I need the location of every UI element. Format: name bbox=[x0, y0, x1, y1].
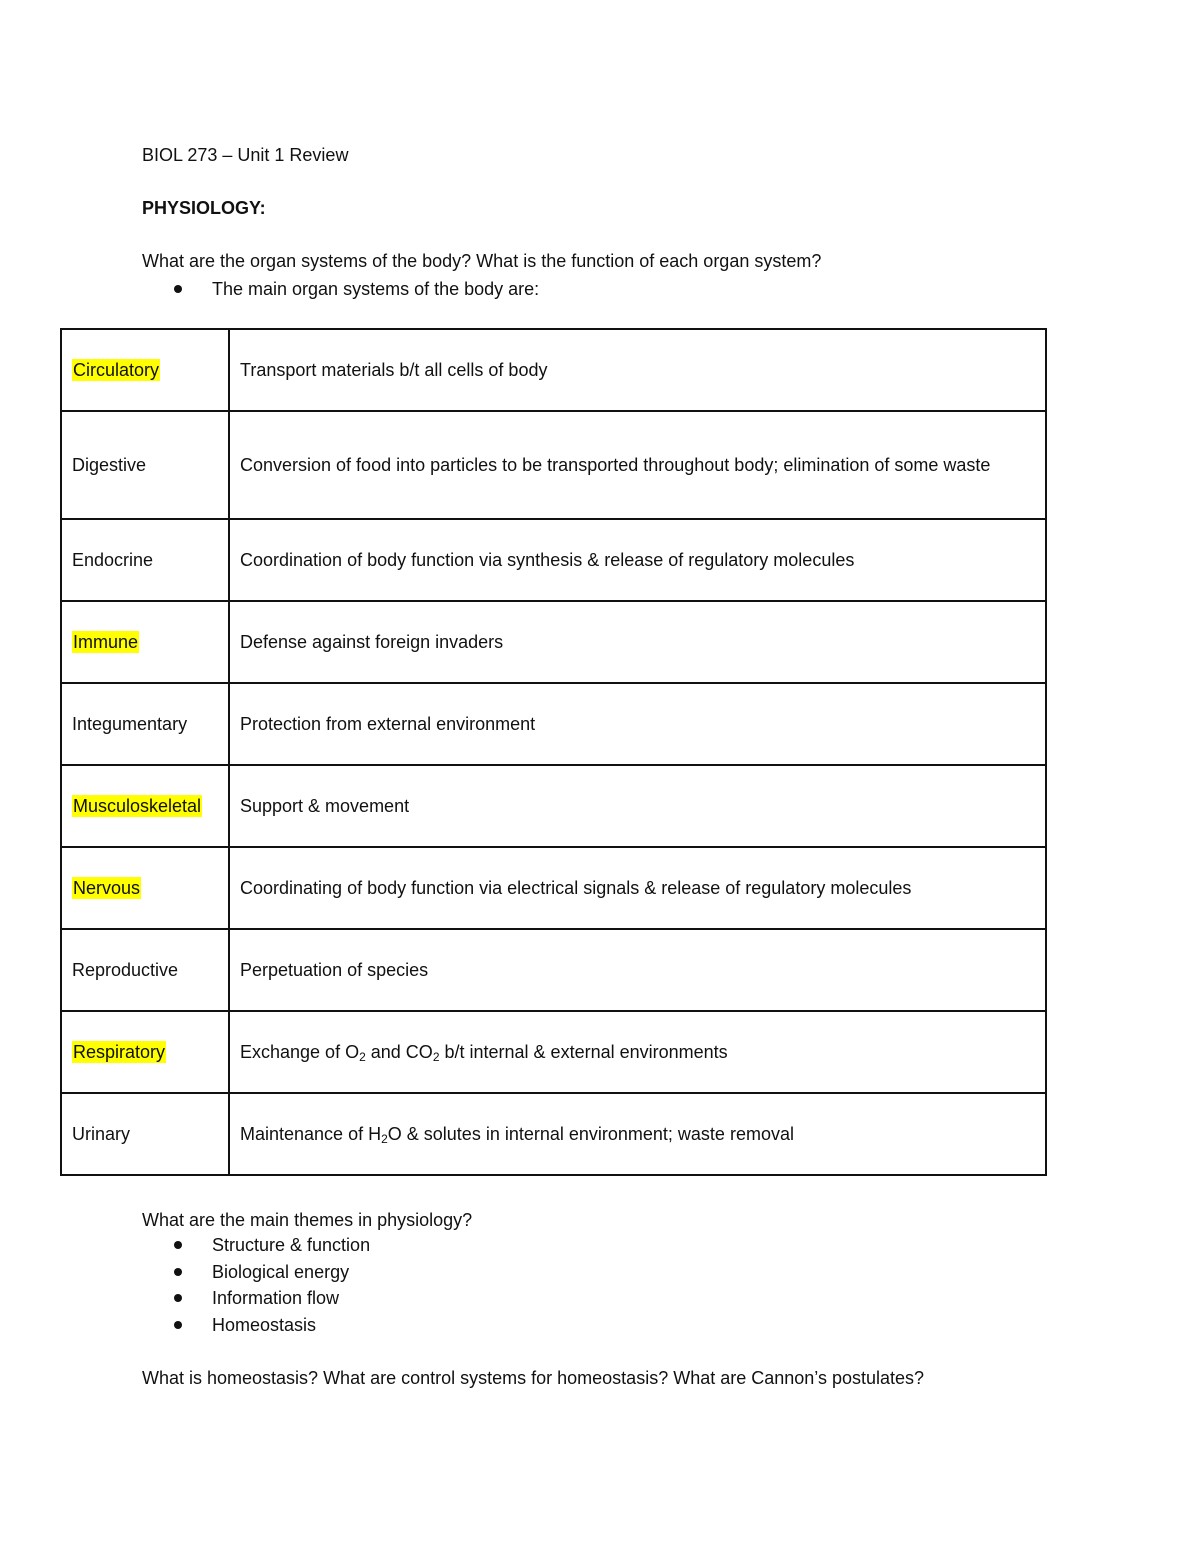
bullet-icon bbox=[174, 1268, 182, 1276]
bullet-icon bbox=[174, 1321, 182, 1329]
list-item-text: The main organ systems of the body are: bbox=[212, 279, 540, 299]
question-main-themes: What are the main themes in physiology? bbox=[142, 1210, 473, 1230]
system-cell bbox=[61, 765, 229, 847]
highlighted-system-name: Respiratory bbox=[73, 1042, 166, 1062]
bullet-icon bbox=[174, 1294, 182, 1302]
list-item-text: Structure & function bbox=[212, 1235, 371, 1255]
list-item bbox=[172, 276, 539, 303]
table-row bbox=[61, 847, 1046, 929]
system-cell: Integumentary bbox=[61, 683, 229, 765]
system-cell: Digestive bbox=[61, 411, 229, 519]
highlighted-system-name: Nervous bbox=[73, 878, 141, 898]
system-cell: Endocrine bbox=[61, 519, 229, 601]
table-row bbox=[61, 519, 1046, 601]
system-cell: Reproductive bbox=[61, 929, 229, 1011]
document-title: BIOL 273 – Unit 1 Review bbox=[142, 145, 349, 165]
function-text: b/t internal & external environments bbox=[439, 1042, 728, 1062]
question-homeostasis: What is homeostasis? What are control systems for homeostasis? What are Cannon’s postulates? bbox=[142, 1368, 925, 1388]
function-cell: Support & movement bbox=[229, 765, 1046, 847]
system-cell bbox=[61, 329, 229, 411]
table-row bbox=[61, 1011, 1046, 1093]
subscript: 2 bbox=[432, 1050, 440, 1064]
system-cell bbox=[61, 847, 229, 929]
function-cell: Transport materials b/t all cells of body bbox=[229, 329, 1046, 411]
bullet-icon bbox=[174, 285, 182, 293]
question-organ-systems: What are the organ systems of the body? What is the function of each organ system? bbox=[142, 251, 822, 271]
function-cell: Protection from external environment bbox=[229, 683, 1046, 765]
function-cell: Defense against foreign invaders bbox=[229, 601, 1046, 683]
highlighted-system-name: Immune bbox=[73, 632, 139, 652]
table-row bbox=[61, 411, 1046, 519]
list-item-text: Information flow bbox=[212, 1288, 340, 1308]
function-text: Exchange of O bbox=[240, 1042, 360, 1062]
list-item bbox=[172, 1232, 370, 1259]
bullet-list-themes bbox=[172, 1232, 370, 1338]
system-cell bbox=[61, 601, 229, 683]
highlighted-system-name: Circulatory bbox=[73, 360, 160, 380]
list-item bbox=[172, 1312, 370, 1339]
function-cell bbox=[229, 1011, 1046, 1093]
function-text: Maintenance of H bbox=[240, 1124, 382, 1144]
bullet-icon bbox=[174, 1241, 182, 1249]
subscript: 2 bbox=[359, 1050, 366, 1064]
section-heading: PHYSIOLOGY: bbox=[142, 198, 266, 218]
function-cell: Perpetuation of species bbox=[229, 929, 1046, 1011]
function-text: and CO bbox=[365, 1042, 433, 1062]
system-cell bbox=[61, 1011, 229, 1093]
table-row bbox=[61, 1093, 1046, 1175]
table-row bbox=[61, 329, 1046, 411]
list-item-text: Biological energy bbox=[212, 1261, 350, 1282]
subscript: 2 bbox=[381, 1132, 388, 1146]
table-row bbox=[61, 683, 1046, 765]
function-text: O & solutes in internal environment; waste removal bbox=[387, 1124, 794, 1144]
function-cell: Conversion of food into particles to be transported throughout body; elimination of some waste bbox=[229, 411, 1046, 519]
list-item bbox=[172, 1259, 370, 1286]
organ-systems-table bbox=[60, 328, 1047, 1176]
function-cell: Coordination of body function via synthesis & release of regulatory molecules bbox=[229, 519, 1046, 601]
list-item-text: Homeostasis bbox=[212, 1314, 317, 1335]
function-cell: Coordinating of body function via electrical signals & release of regulatory molecules bbox=[229, 847, 1046, 929]
system-cell: Urinary bbox=[61, 1093, 229, 1175]
highlighted-system-name: Musculoskeletal bbox=[73, 796, 202, 816]
table-row bbox=[61, 929, 1046, 1011]
list-item bbox=[172, 1285, 370, 1312]
table-row bbox=[61, 765, 1046, 847]
table-row bbox=[61, 601, 1046, 683]
function-cell bbox=[229, 1093, 1046, 1175]
bullet-list-organ-intro bbox=[172, 276, 539, 303]
